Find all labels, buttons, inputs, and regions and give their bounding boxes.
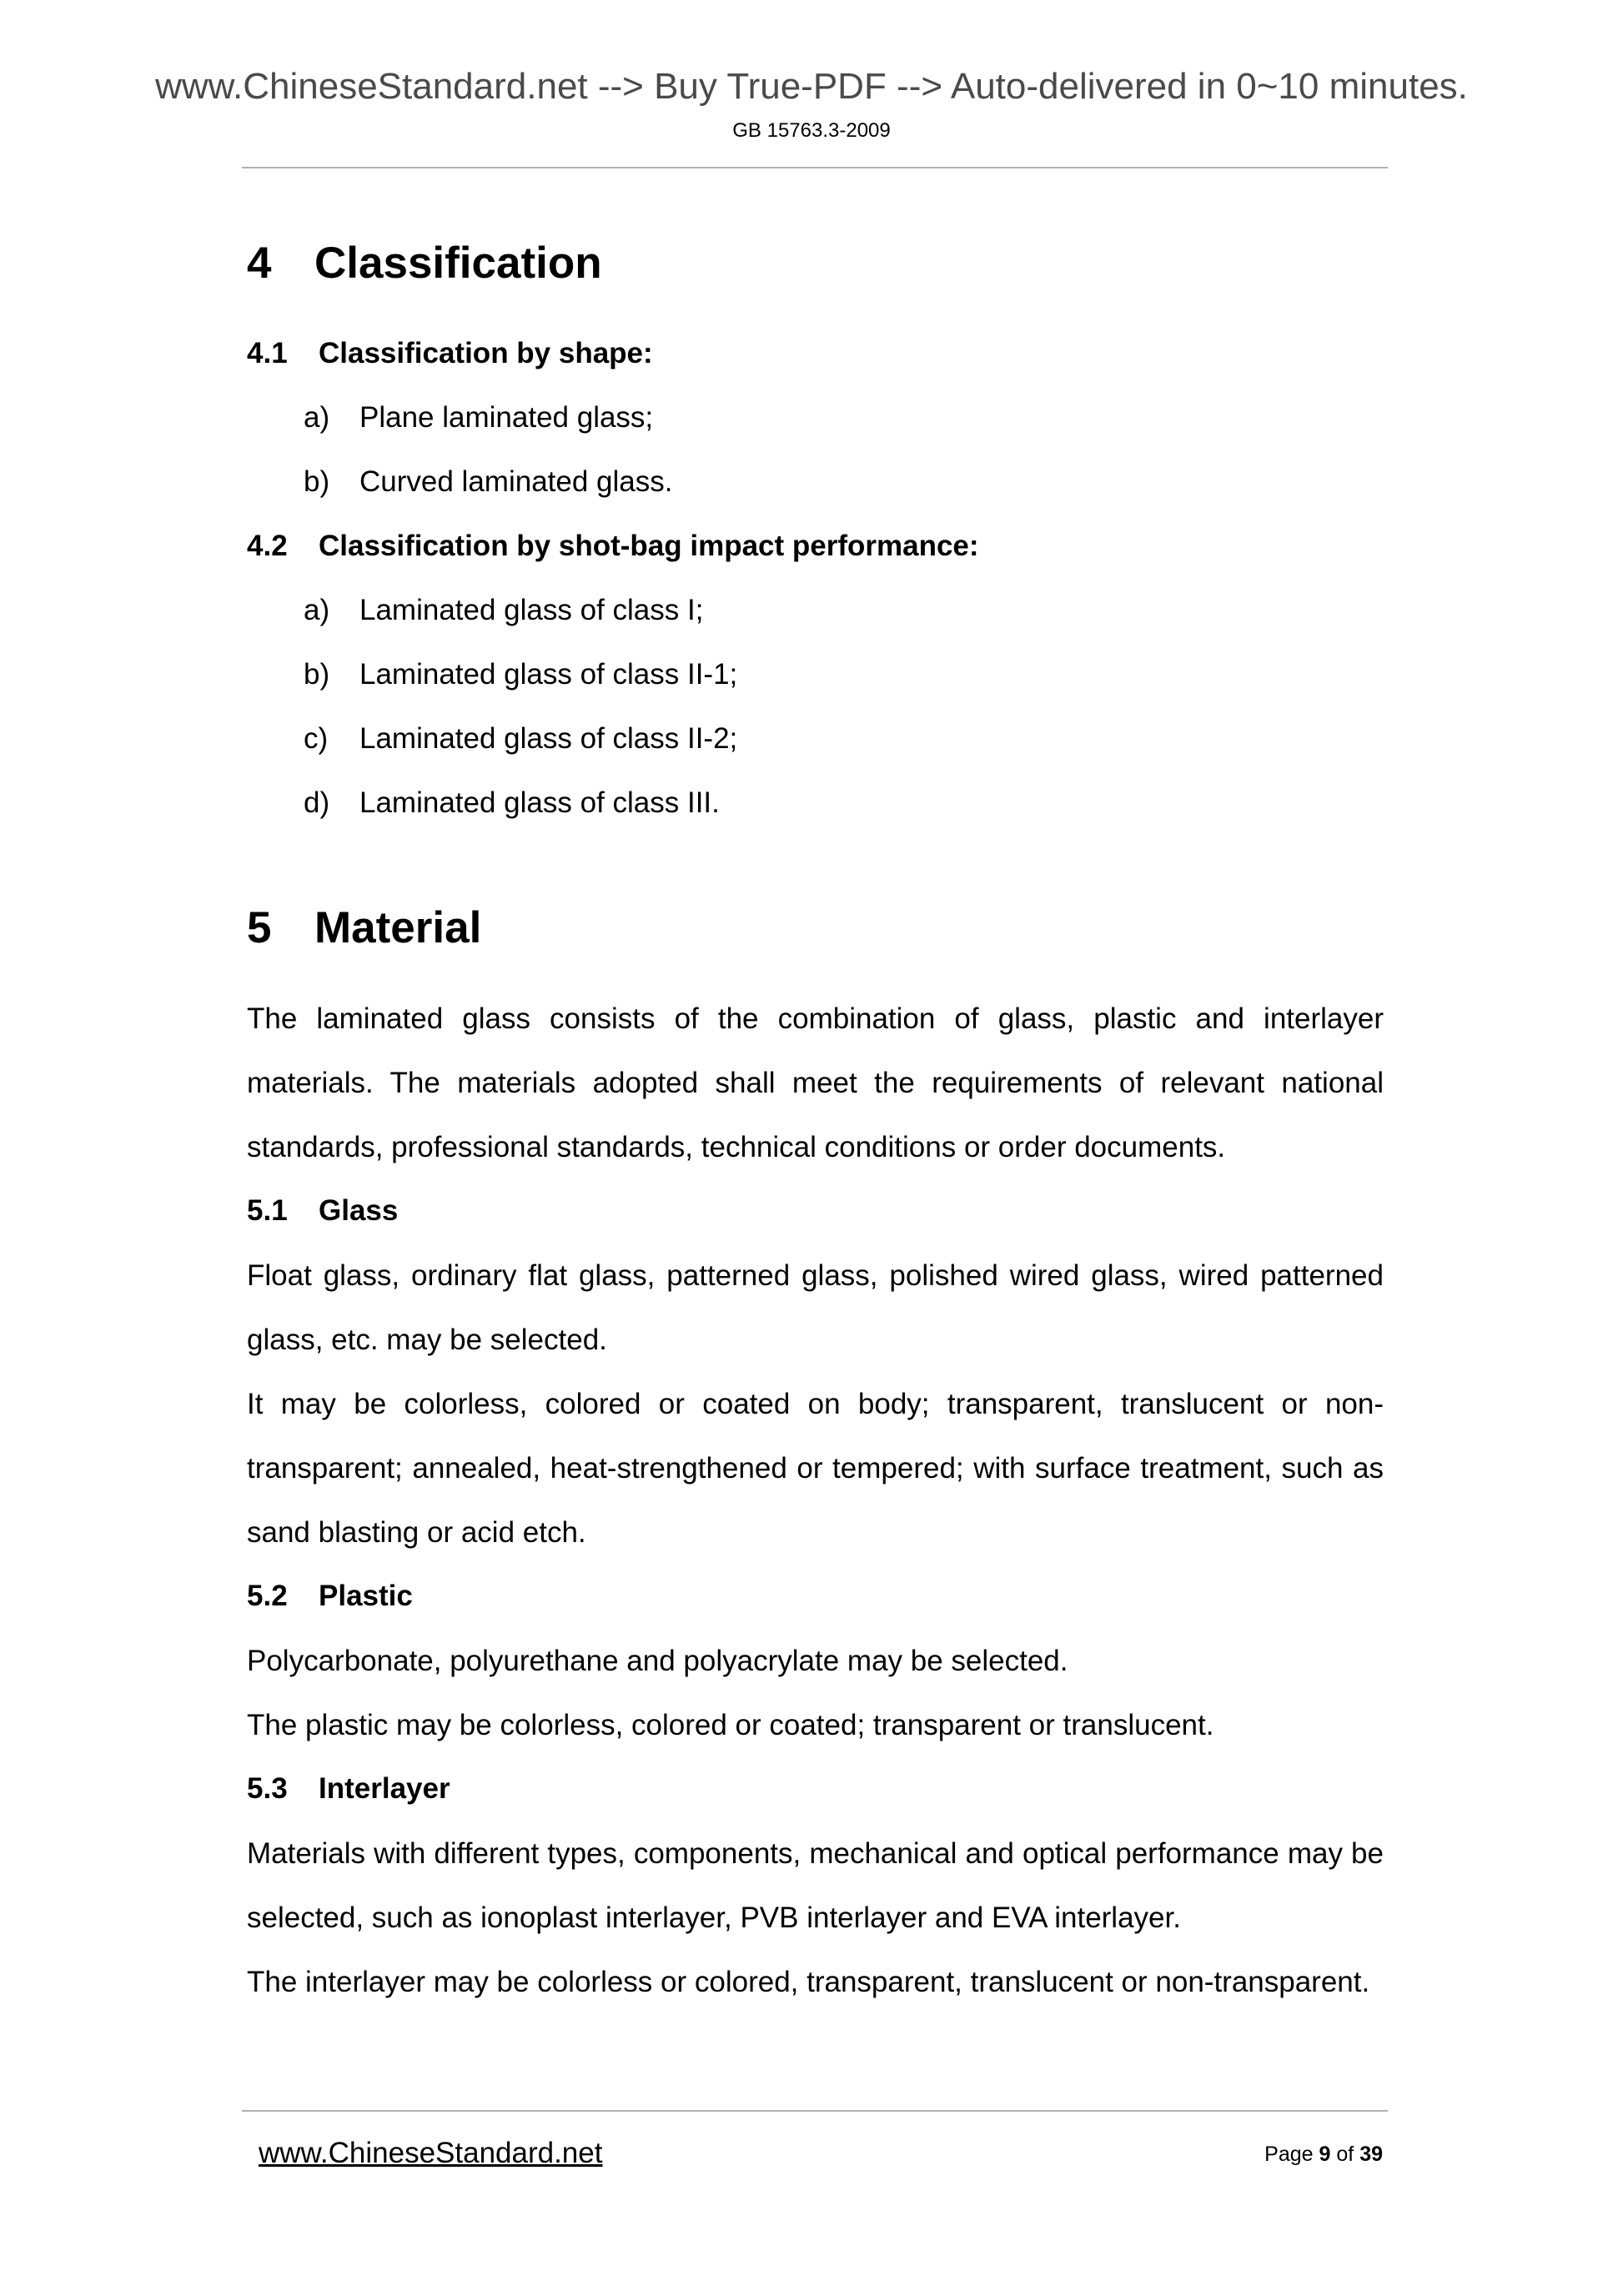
list-item-text: Plane laminated glass;	[359, 401, 654, 434]
list-item-label: a)	[304, 401, 330, 434]
subsection-number: 4.1	[247, 337, 288, 369]
glass-paragraph-1: Float glass, ordinary flat glass, patterned glass, polished wired glass, wired patterned glass, etc. may be selected.	[247, 1259, 1384, 1356]
standard-number: GB 15763.3-2009	[732, 119, 891, 142]
list-item	[304, 656, 737, 693]
subsection-5-2-heading	[247, 1578, 413, 1615]
page-total: 39	[1359, 2143, 1383, 2166]
subsection-5-3-heading	[247, 1771, 450, 1807]
subsection-5-1-heading	[247, 1193, 398, 1229]
page-current: 9	[1319, 2143, 1331, 2166]
list-item-label: c)	[304, 722, 329, 755]
list-item-text: Laminated glass of class I;	[359, 594, 704, 626]
interlayer-paragraph-1: Materials with different types, components, mechanical and optical performance may be selected, such as ionoplast interlayer, PVB interlayer and EVA interlayer.	[247, 1837, 1384, 1934]
page-prefix: Page	[1264, 2143, 1314, 2166]
list-item	[304, 399, 653, 436]
list-item-label: b)	[304, 465, 330, 498]
subsection-number: 5.1	[247, 1194, 288, 1227]
list-item-label: a)	[304, 594, 330, 626]
section-number: 5	[247, 903, 272, 952]
subsection-4-2-heading	[247, 528, 979, 565]
glass-paragraph-2: It may be colorless, colored or coated on body; transparent, translucent or non-transparent; annealed, heat-strengthened or tempered; with surface treatment, such as sand blasting or acid etch.	[247, 1388, 1384, 1549]
subsection-title: Classification by shape:	[319, 337, 653, 369]
list-item	[304, 464, 672, 500]
section-title: Classification	[314, 239, 602, 288]
subsection-number: 4.2	[247, 530, 288, 562]
section-title: Material	[314, 903, 482, 952]
subsection-4-1-heading	[247, 335, 653, 372]
interlayer-paragraph-2: The interlayer may be colorless or colored, transparent, translucent or non-transparent.	[247, 1966, 1370, 1998]
subsection-number: 5.2	[247, 1580, 288, 1612]
list-item-text: Curved laminated glass.	[359, 465, 673, 498]
list-item	[304, 592, 703, 629]
list-item-label: d)	[304, 786, 330, 819]
section-5-heading	[247, 902, 481, 955]
section-5-intro: The laminated glass consists of the combination of glass, plastic and interlayer materials. The materials adopted shall meet the requirements of relevant national standards, professional standards, technical conditions or order documents.	[247, 1002, 1384, 1163]
list-item	[304, 721, 737, 757]
plastic-paragraph-2: The plastic may be colorless, colored or coated; transparent or translucent.	[247, 1709, 1214, 1741]
list-item-text: Laminated glass of class III.	[359, 786, 720, 819]
footer-site-link[interactable]: www.ChineseStandard.net	[259, 2137, 603, 2169]
subsection-title: Glass	[319, 1194, 399, 1227]
section-4-heading	[247, 237, 602, 290]
list-item	[304, 785, 720, 821]
list-item-label: b)	[304, 658, 330, 691]
plastic-paragraph-1: Polycarbonate, polyurethane and polyacrylate may be selected.	[247, 1645, 1068, 1677]
page-of: of	[1336, 2143, 1354, 2166]
section-number: 4	[247, 239, 272, 288]
subsection-title: Classification by shot-bag impact performance:	[319, 530, 979, 562]
footer-divider	[242, 2110, 1388, 2112]
subsection-number: 5.3	[247, 1772, 288, 1805]
site-banner: www.ChineseStandard.net --> Buy True-PDF --> Auto-delivered in 0~10 minutes.	[155, 66, 1468, 107]
subsection-title: Plastic	[319, 1580, 413, 1612]
page-indicator	[1168, 2140, 1383, 2168]
subsection-title: Interlayer	[319, 1772, 450, 1805]
list-item-text: Laminated glass of class II-2;	[359, 722, 738, 755]
list-item-text: Laminated glass of class II-1;	[359, 658, 738, 691]
